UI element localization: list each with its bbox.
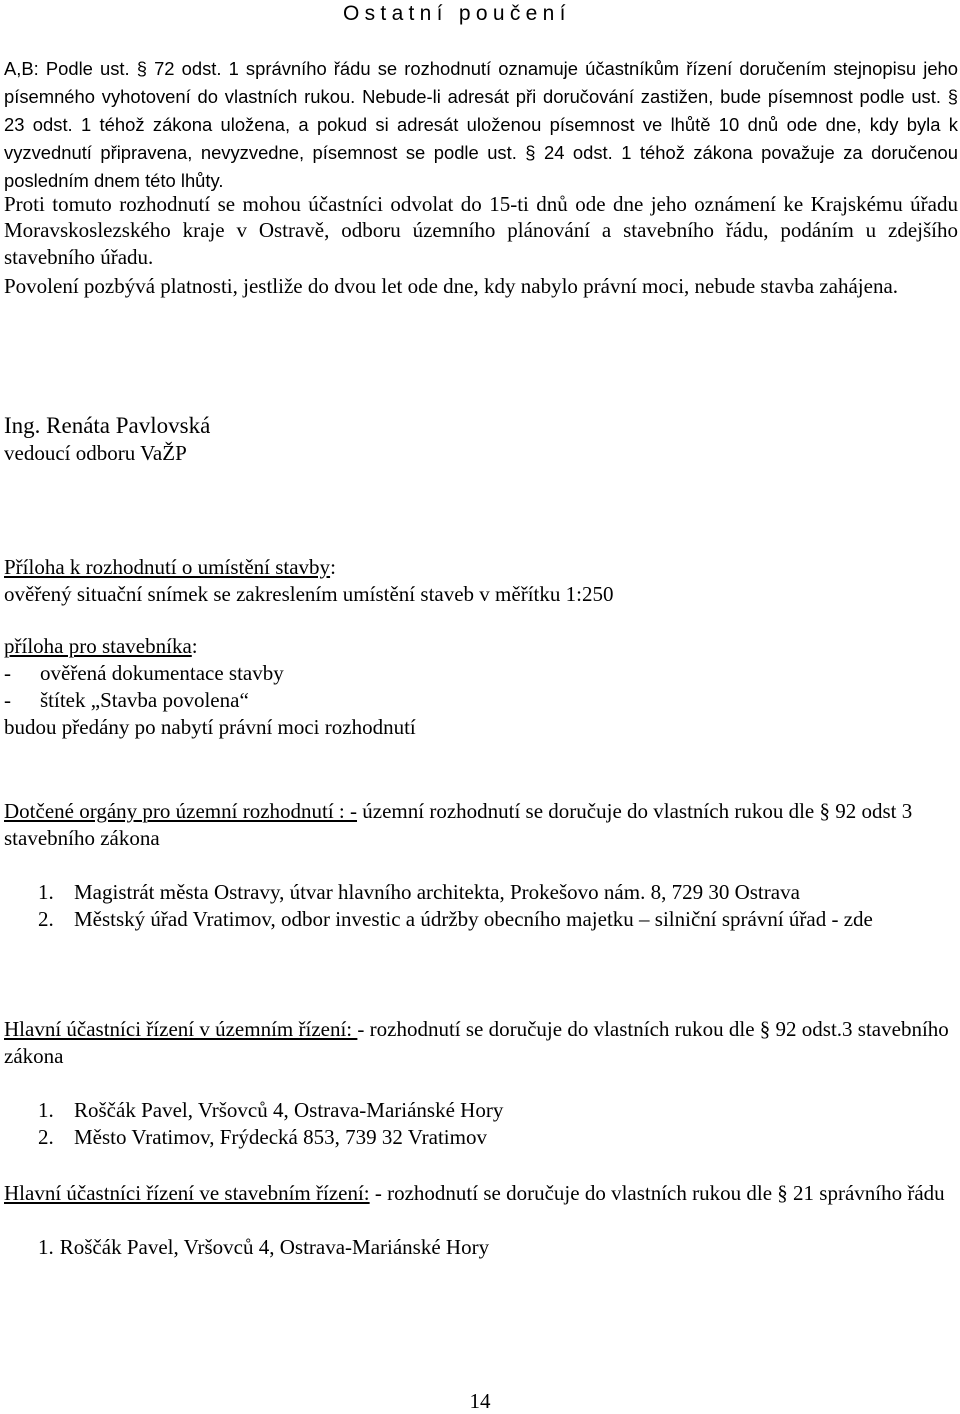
builder-attachment-block	[4, 633, 416, 741]
list-bullet: -	[4, 661, 11, 685]
list-item-text: Roščák Pavel, Vršovců 4, Ostrava-Mariánské Hory	[59, 1235, 490, 1259]
appeal-notice-paragraph: Proti tomuto rozhodnutí se mohou účastníci odvolat do 15-ti dnů ode dne jeho oznámení ke Krajskému úřadu Moravskoslezského kraje v Ostravě, odboru územního plánování a stavebního řádu, podáním u zdejšího stavebního úřadu.	[4, 192, 958, 269]
list-item-text: ověřená dokumentace stavby	[40, 661, 284, 685]
zoning-participants-block	[4, 1016, 958, 1151]
list-number: 2.	[38, 907, 54, 931]
attachment-title: Příloha k rozhodnutí o umístění stavby	[4, 555, 331, 579]
attachment-text: ověřený situační snímek se zakreslením umístění staveb v měřítku 1:250	[4, 582, 614, 606]
signature-block	[4, 412, 210, 467]
authorities-text: územní rozhodnutí se doručuje do vlastních rukou dle § 92 odst 3 stavebního zákona	[4, 799, 913, 850]
list-item	[4, 1124, 958, 1151]
list-item-text: štítek „Stavba povolena“	[40, 688, 249, 712]
list-item	[4, 1097, 958, 1124]
builder-attachment-title-suffix: :	[191, 634, 198, 658]
authorities-block	[4, 798, 958, 933]
building-participants-title: Hlavní účastníci řízení ve stavebním řízení:	[4, 1181, 370, 1205]
section-heading: Ostatní poučení	[343, 2, 571, 25]
building-participants-block	[4, 1180, 958, 1261]
list-item-text: Město Vratimov, Frýdecká 853, 739 32 Vratimov	[74, 1125, 487, 1149]
validity-notice-paragraph: Povolení pozbývá platnosti, jestliže do dvou let ode dne, kdy nabylo právní moci, nebude stavba zahájena.	[4, 274, 899, 298]
list-item	[4, 660, 416, 687]
list-item	[4, 687, 416, 714]
list-number: 2.	[38, 1125, 54, 1149]
list-item	[4, 1234, 958, 1261]
authorities-title: Dotčené orgány pro územní rozhodnutí : -	[4, 799, 358, 823]
signatory-name: Ing. Renáta Pavlovská	[4, 413, 211, 438]
list-number: 1.	[38, 1098, 54, 1122]
building-participants-text: - rozhodnutí se doručuje do vlastních rukou dle § 21 správního řádu	[369, 1181, 945, 1205]
list-item	[4, 879, 958, 906]
list-item-text: Městský úřad Vratimov, odbor investic a údržby obecního majetku – silniční správní úřad - zde	[74, 907, 873, 931]
builder-attachment-footer: budou předány po nabytí právní moci rozhodnutí	[4, 715, 416, 739]
list-number: 1.	[38, 880, 54, 904]
list-item-text: Magistrát města Ostravy, útvar hlavního architekta, Prokešovo nám. 8, 729 30 Ostrava	[74, 880, 800, 904]
list-number: 1.	[38, 1235, 54, 1259]
builder-attachment-title: příloha pro stavebníka	[4, 634, 192, 658]
attachment-block	[4, 554, 613, 608]
delivery-notice-paragraph: A,B: Podle ust. § 72 odst. 1 správního řádu se rozhodnutí oznamuje účastníkům řízení doručením stejnopisu jeho písemného vyhotovení do vlastních rukou. Nebude-li adresát při doručování zastižen, bude písemnost podle ust. § 23 odst. 1 téhož zákona uložena, a pokud si adresát uloženou písemnost ve lhůtě 10 dnů ode dne, kdy byla k vyzvednutí připravena, nevyzvedne, písemnost se podle ust. § 24 odst. 1 téhož zákona považuje za doručenou posledním dnem této lhůty.	[4, 58, 958, 192]
zoning-participants-text: - rozhodnutí se doručuje do vlastních rukou dle § 92 odst.3 stavebního zákona	[4, 1017, 949, 1068]
list-item	[4, 906, 958, 933]
attachment-title-suffix: :	[330, 555, 336, 579]
list-item-text: Roščák Pavel, Vršovců 4, Ostrava-Mariánské Hory	[74, 1098, 504, 1122]
page-number: 14	[469, 1389, 491, 1413]
signatory-role: vedoucí odboru VaŽP	[4, 441, 187, 465]
zoning-participants-title: Hlavní účastníci řízení v územním řízení:	[4, 1017, 358, 1041]
list-bullet: -	[4, 688, 11, 712]
